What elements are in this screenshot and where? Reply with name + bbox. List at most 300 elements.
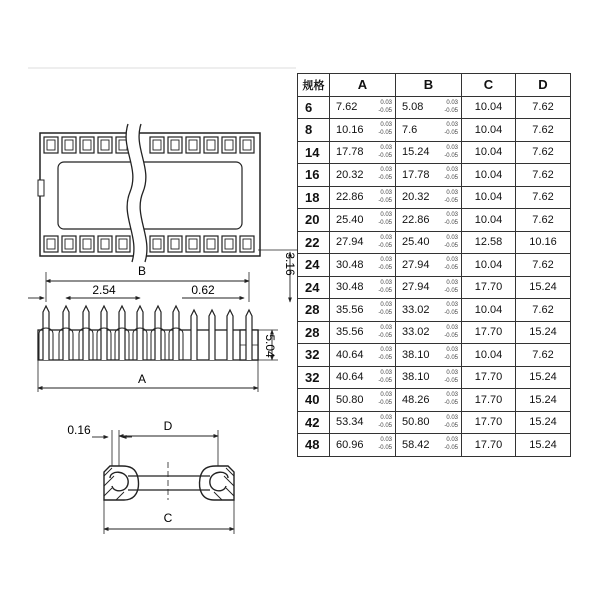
cell-d-value: 7.62 bbox=[532, 348, 554, 361]
tolerance-upper: 0.03 bbox=[380, 347, 392, 353]
tolerance bbox=[444, 301, 458, 317]
top-view bbox=[38, 124, 260, 262]
tolerance-lower: -0.05 bbox=[444, 152, 458, 159]
cell-d-value: 7.62 bbox=[532, 258, 554, 271]
tolerance-lower: -0.05 bbox=[378, 220, 392, 226]
tolerance-upper: 0.03 bbox=[380, 234, 392, 241]
cell-a bbox=[330, 389, 396, 412]
table-row bbox=[298, 231, 571, 254]
cell-b bbox=[396, 321, 462, 344]
cell-d bbox=[516, 299, 571, 322]
side-pin bbox=[137, 306, 143, 360]
cell-a bbox=[330, 299, 396, 322]
cell-b-value: 38.10 bbox=[402, 371, 430, 384]
cell-pins bbox=[298, 389, 330, 412]
contact-pad-hole bbox=[83, 239, 91, 249]
side-pin bbox=[246, 310, 252, 360]
tolerance-upper: 0.03 bbox=[446, 324, 458, 331]
cell-c bbox=[462, 186, 516, 209]
contact-pad-hole bbox=[171, 140, 179, 150]
tolerance bbox=[378, 414, 392, 430]
contact-pad-hole bbox=[171, 239, 179, 249]
tolerance bbox=[444, 436, 458, 452]
tolerance-lower: -0.05 bbox=[378, 197, 392, 204]
tolerance-lower: -0.05 bbox=[378, 332, 392, 339]
cell-a-value: 27.94 bbox=[336, 236, 364, 249]
cell-pins bbox=[298, 164, 330, 187]
tolerance-upper: 0.03 bbox=[446, 437, 458, 443]
tolerance-upper: 0.03 bbox=[446, 99, 458, 106]
cell-b-value: 27.94 bbox=[402, 281, 430, 294]
tolerance-lower: -0.05 bbox=[444, 310, 458, 316]
tolerance-lower: -0.05 bbox=[378, 287, 392, 294]
cell-c bbox=[462, 231, 516, 254]
cross-section-view bbox=[67, 419, 234, 534]
tolerance-lower: -0.05 bbox=[444, 107, 458, 114]
cell-d bbox=[516, 186, 571, 209]
cell-c bbox=[462, 141, 516, 164]
cell-b-value: 50.80 bbox=[402, 416, 430, 429]
cell-c bbox=[462, 209, 516, 232]
cell-c-value: 10.04 bbox=[474, 146, 503, 159]
dim-d-label: D bbox=[163, 419, 173, 433]
table-row bbox=[298, 434, 571, 457]
contact-pad-hole bbox=[153, 140, 161, 150]
cell-pins bbox=[298, 434, 330, 457]
cell-pins-value: 6 bbox=[305, 99, 313, 115]
tolerance-lower: -0.05 bbox=[444, 445, 458, 451]
contact-pad-hole bbox=[101, 239, 109, 249]
cell-c-value: 17.70 bbox=[474, 326, 503, 339]
tolerance-upper: 0.03 bbox=[380, 99, 392, 106]
cell-c bbox=[462, 254, 516, 277]
header-b: B bbox=[396, 74, 462, 97]
dim-b-label: B bbox=[137, 264, 147, 278]
cell-d-value: 7.62 bbox=[532, 213, 554, 226]
cell-pins-value: 14 bbox=[305, 144, 320, 160]
cell-c-value: 10.04 bbox=[474, 348, 503, 361]
contact-pad-hole bbox=[153, 239, 161, 249]
cell-c-value: 17.70 bbox=[474, 416, 503, 429]
cell-a bbox=[330, 141, 396, 164]
cell-a-value: 22.86 bbox=[336, 191, 364, 204]
tolerance-lower: -0.05 bbox=[378, 242, 392, 249]
side-pin bbox=[191, 310, 197, 360]
cell-d-value: 7.62 bbox=[532, 123, 554, 136]
cell-b bbox=[396, 299, 462, 322]
tolerance-upper: 0.03 bbox=[446, 122, 458, 128]
side-pin bbox=[227, 310, 233, 360]
contact-pad-hole bbox=[243, 140, 251, 150]
tolerance bbox=[444, 211, 458, 227]
contact-pad-hole bbox=[207, 239, 215, 249]
side-pin bbox=[63, 306, 69, 360]
cell-a-value: 40.64 bbox=[336, 371, 364, 384]
cell-c bbox=[462, 321, 516, 344]
cell-c bbox=[462, 366, 516, 389]
tolerance bbox=[444, 414, 458, 430]
tolerance-lower: -0.05 bbox=[444, 355, 458, 361]
cell-b bbox=[396, 434, 462, 457]
tolerance bbox=[378, 369, 392, 385]
tolerance-lower: -0.05 bbox=[444, 130, 458, 136]
cell-d bbox=[516, 411, 571, 434]
tolerance bbox=[378, 99, 392, 115]
cell-c-value: 10.04 bbox=[474, 168, 503, 181]
tolerance-lower: -0.05 bbox=[444, 377, 458, 384]
cell-pins bbox=[298, 209, 330, 232]
tolerance-lower: -0.05 bbox=[378, 130, 392, 136]
socket-center-window bbox=[58, 162, 242, 229]
cell-b-value: 20.32 bbox=[402, 191, 430, 204]
tolerance-upper: 0.03 bbox=[380, 144, 392, 151]
tolerance-upper: 0.03 bbox=[446, 212, 458, 218]
cell-b bbox=[396, 389, 462, 412]
cell-d bbox=[516, 434, 571, 457]
cell-b-value: 25.40 bbox=[402, 236, 430, 249]
tolerance-upper: 0.03 bbox=[380, 392, 392, 398]
tolerance-lower: -0.05 bbox=[378, 445, 392, 451]
tolerance-upper: 0.03 bbox=[446, 369, 458, 376]
cell-d bbox=[516, 254, 571, 277]
cell-b bbox=[396, 186, 462, 209]
cell-a-value: 60.96 bbox=[336, 438, 364, 451]
table-row bbox=[298, 411, 571, 434]
cell-c bbox=[462, 164, 516, 187]
tolerance-lower: -0.05 bbox=[444, 400, 458, 406]
side-pin bbox=[119, 306, 125, 360]
cell-pins bbox=[298, 119, 330, 142]
table-body bbox=[298, 96, 571, 456]
cell-a-value: 35.56 bbox=[336, 303, 364, 316]
tolerance-lower: -0.05 bbox=[444, 175, 458, 181]
cell-a bbox=[330, 119, 396, 142]
cell-c-value: 10.04 bbox=[474, 191, 503, 204]
cell-b-value: 5.08 bbox=[402, 101, 424, 114]
cell-a-value: 10.16 bbox=[336, 123, 364, 136]
dim-wall-label: 0.16 bbox=[67, 423, 91, 437]
contact-pad-hole bbox=[101, 140, 109, 150]
cell-pins-value: 20 bbox=[305, 212, 320, 228]
dim-pinwidth-label: 0.62 bbox=[191, 283, 215, 297]
socket-left-notch bbox=[38, 180, 44, 196]
cell-c bbox=[462, 276, 516, 299]
cell-pins-value: 24 bbox=[305, 257, 320, 273]
cell-a bbox=[330, 276, 396, 299]
tolerance bbox=[378, 211, 392, 227]
tolerance bbox=[444, 166, 458, 182]
contact-pad-hole bbox=[225, 239, 233, 249]
tolerance bbox=[444, 234, 458, 250]
table-row bbox=[298, 276, 571, 299]
cell-a bbox=[330, 321, 396, 344]
cell-pins bbox=[298, 321, 330, 344]
table-row bbox=[298, 344, 571, 367]
cell-a-value: 30.48 bbox=[336, 281, 364, 294]
tolerance-upper: 0.03 bbox=[446, 189, 458, 196]
tolerance-lower: -0.05 bbox=[378, 175, 392, 181]
tolerance-lower: -0.05 bbox=[444, 287, 458, 294]
tolerance-lower: -0.05 bbox=[378, 310, 392, 316]
cell-a bbox=[330, 186, 396, 209]
cell-a bbox=[330, 434, 396, 457]
tolerance-upper: 0.03 bbox=[446, 167, 458, 173]
cell-d-value: 15.24 bbox=[529, 326, 557, 339]
cell-c-value: 10.04 bbox=[474, 213, 503, 226]
table-row bbox=[298, 254, 571, 277]
tolerance-upper: 0.03 bbox=[380, 189, 392, 196]
tolerance-upper: 0.03 bbox=[380, 302, 392, 308]
cell-b bbox=[396, 366, 462, 389]
tolerance-upper: 0.03 bbox=[380, 122, 392, 128]
cell-d bbox=[516, 119, 571, 142]
contact-pad-hole bbox=[47, 239, 55, 249]
cell-d bbox=[516, 344, 571, 367]
cell-pins bbox=[298, 411, 330, 434]
cell-b bbox=[396, 141, 462, 164]
cell-pins-value: 48 bbox=[305, 437, 320, 453]
cell-b-value: 15.24 bbox=[402, 146, 430, 159]
tolerance-upper: 0.03 bbox=[380, 279, 392, 286]
cell-a-value: 17.78 bbox=[336, 146, 364, 159]
table-header-row bbox=[298, 74, 571, 97]
contact-pad-hole bbox=[243, 239, 251, 249]
cell-a bbox=[330, 411, 396, 434]
tolerance-lower: -0.05 bbox=[378, 107, 392, 114]
cell-a bbox=[330, 344, 396, 367]
tolerance-lower: -0.05 bbox=[378, 400, 392, 406]
table-row bbox=[298, 321, 571, 344]
header-c: C bbox=[462, 74, 516, 97]
cell-c bbox=[462, 299, 516, 322]
header-spec: 规格 bbox=[298, 74, 330, 97]
cell-d bbox=[516, 276, 571, 299]
side-pin bbox=[101, 306, 107, 360]
cell-pins-value: 18 bbox=[305, 189, 320, 205]
tolerance-upper: 0.03 bbox=[446, 234, 458, 241]
cell-d-value: 7.62 bbox=[532, 101, 554, 114]
cell-a bbox=[330, 366, 396, 389]
tolerance bbox=[378, 234, 392, 250]
table-row bbox=[298, 164, 571, 187]
cell-c bbox=[462, 119, 516, 142]
cell-a-value: 35.56 bbox=[336, 326, 364, 339]
tolerance-upper: 0.03 bbox=[446, 279, 458, 286]
contact-pad-hole bbox=[189, 140, 197, 150]
table-row bbox=[298, 209, 571, 232]
table-row bbox=[298, 299, 571, 322]
tolerance bbox=[378, 301, 392, 317]
tolerance-upper: 0.03 bbox=[446, 257, 458, 263]
tolerance-lower: -0.05 bbox=[378, 377, 392, 384]
cell-d-value: 15.24 bbox=[529, 393, 557, 406]
table-row bbox=[298, 141, 571, 164]
tolerance bbox=[444, 279, 458, 295]
contact-pad-hole bbox=[119, 239, 127, 249]
cell-d bbox=[516, 141, 571, 164]
cell-b bbox=[396, 254, 462, 277]
dim-c-label: C bbox=[163, 511, 173, 525]
tolerance-lower: -0.05 bbox=[444, 422, 458, 429]
tolerance bbox=[378, 391, 392, 407]
tolerance bbox=[444, 99, 458, 115]
cell-c-value: 10.04 bbox=[474, 303, 503, 316]
cell-b-value: 38.10 bbox=[402, 348, 430, 361]
tolerance bbox=[444, 121, 458, 137]
cell-pins-value: 42 bbox=[305, 414, 320, 430]
tolerance bbox=[378, 189, 392, 205]
tolerance bbox=[444, 189, 458, 205]
tolerance-lower: -0.05 bbox=[444, 265, 458, 271]
tolerance bbox=[378, 256, 392, 272]
table-row bbox=[298, 389, 571, 412]
cell-pins bbox=[298, 344, 330, 367]
cell-c-value: 10.04 bbox=[474, 258, 503, 271]
dim-leg-label: 5.04 bbox=[263, 334, 277, 358]
dim-a-label: A bbox=[137, 372, 147, 386]
cell-b bbox=[396, 209, 462, 232]
cell-a-value: 53.34 bbox=[336, 416, 364, 429]
tolerance-lower: -0.05 bbox=[444, 220, 458, 226]
tolerance bbox=[444, 256, 458, 272]
tolerance-upper: 0.03 bbox=[380, 437, 392, 443]
tolerance-lower: -0.05 bbox=[378, 265, 392, 271]
tolerance-upper: 0.03 bbox=[380, 369, 392, 376]
tolerance bbox=[444, 324, 458, 340]
cell-b bbox=[396, 344, 462, 367]
cell-b bbox=[396, 164, 462, 187]
cell-c bbox=[462, 389, 516, 412]
tolerance-upper: 0.03 bbox=[380, 257, 392, 263]
cell-b-value: 27.94 bbox=[402, 258, 430, 271]
cell-a bbox=[330, 209, 396, 232]
cell-d bbox=[516, 389, 571, 412]
cell-pins-value: 32 bbox=[305, 369, 320, 385]
tolerance bbox=[444, 144, 458, 160]
cell-b bbox=[396, 411, 462, 434]
cell-b bbox=[396, 96, 462, 119]
cell-pins-value: 32 bbox=[305, 347, 320, 363]
cell-c-value: 10.04 bbox=[474, 123, 503, 136]
cell-c-value: 17.70 bbox=[474, 438, 503, 451]
side-pin bbox=[83, 306, 89, 360]
tolerance bbox=[444, 369, 458, 385]
side-pin bbox=[155, 306, 161, 360]
tolerance-upper: 0.03 bbox=[446, 144, 458, 151]
cell-a-value: 40.64 bbox=[336, 348, 364, 361]
side-pin bbox=[43, 306, 49, 360]
tolerance-upper: 0.03 bbox=[380, 167, 392, 173]
cell-b-value: 48.26 bbox=[402, 393, 430, 406]
cell-b-value: 17.78 bbox=[402, 168, 430, 181]
cell-d bbox=[516, 366, 571, 389]
cell-a bbox=[330, 96, 396, 119]
contact-pad-hole bbox=[189, 239, 197, 249]
tolerance bbox=[378, 166, 392, 182]
cell-pins-value: 22 bbox=[305, 234, 320, 250]
cell-a bbox=[330, 164, 396, 187]
cell-c bbox=[462, 411, 516, 434]
tolerance-lower: -0.05 bbox=[444, 197, 458, 204]
tolerance-upper: 0.03 bbox=[446, 302, 458, 308]
cell-pins bbox=[298, 231, 330, 254]
contact-pad-hole bbox=[65, 140, 73, 150]
cell-d-value: 15.24 bbox=[529, 371, 557, 384]
cell-d-value: 10.16 bbox=[529, 236, 557, 249]
cell-c bbox=[462, 344, 516, 367]
contact-pad-hole bbox=[65, 239, 73, 249]
cell-pins bbox=[298, 276, 330, 299]
cell-d-value: 7.62 bbox=[532, 303, 554, 316]
spec-table bbox=[297, 73, 571, 457]
tolerance-lower: -0.05 bbox=[444, 242, 458, 249]
cell-a-value: 30.48 bbox=[336, 258, 364, 271]
tolerance bbox=[378, 121, 392, 137]
cell-a-value: 20.32 bbox=[336, 168, 364, 181]
cell-a-value: 50.80 bbox=[336, 393, 364, 406]
table-row bbox=[298, 96, 571, 119]
cell-d-value: 7.62 bbox=[532, 146, 554, 159]
cell-pins bbox=[298, 186, 330, 209]
table-row bbox=[298, 119, 571, 142]
cell-a-value: 7.62 bbox=[336, 101, 358, 114]
cell-pins bbox=[298, 366, 330, 389]
cell-c-value: 12.58 bbox=[474, 236, 503, 249]
tolerance-upper: 0.03 bbox=[446, 392, 458, 398]
cell-d-value: 15.24 bbox=[529, 416, 557, 429]
tolerance-upper: 0.03 bbox=[380, 212, 392, 218]
cell-c-value: 17.70 bbox=[474, 393, 503, 406]
cell-pins bbox=[298, 96, 330, 119]
cell-d-value: 7.62 bbox=[532, 191, 554, 204]
cell-c-value: 17.70 bbox=[474, 281, 503, 294]
cell-b bbox=[396, 276, 462, 299]
tolerance bbox=[378, 436, 392, 452]
tolerance bbox=[378, 144, 392, 160]
cell-pins bbox=[298, 254, 330, 277]
tolerance bbox=[378, 324, 392, 340]
tolerance-upper: 0.03 bbox=[446, 347, 458, 353]
tolerance-upper: 0.03 bbox=[446, 414, 458, 421]
dim-height-label: 3.16 bbox=[283, 252, 297, 276]
cell-d bbox=[516, 96, 571, 119]
tolerance bbox=[378, 279, 392, 295]
cell-d bbox=[516, 164, 571, 187]
cell-b-value: 7.6 bbox=[402, 123, 418, 136]
cell-c bbox=[462, 434, 516, 457]
cell-b bbox=[396, 119, 462, 142]
tolerance bbox=[444, 391, 458, 407]
tolerance bbox=[378, 346, 392, 362]
cell-d bbox=[516, 231, 571, 254]
contact-pad-hole bbox=[225, 140, 233, 150]
cell-a-value: 25.40 bbox=[336, 213, 364, 226]
cell-pins-value: 24 bbox=[305, 279, 320, 295]
cell-b bbox=[396, 231, 462, 254]
cell-b-value: 33.02 bbox=[402, 303, 430, 316]
side-pin bbox=[209, 310, 215, 360]
header-a: A bbox=[330, 74, 396, 97]
side-body bbox=[38, 330, 258, 360]
cell-c bbox=[462, 96, 516, 119]
tolerance-lower: -0.05 bbox=[378, 152, 392, 159]
table-row bbox=[298, 366, 571, 389]
cell-pins-value: 28 bbox=[305, 324, 320, 340]
cell-d bbox=[516, 209, 571, 232]
cell-a bbox=[330, 254, 396, 277]
side-pin bbox=[173, 306, 179, 360]
cell-pins bbox=[298, 299, 330, 322]
